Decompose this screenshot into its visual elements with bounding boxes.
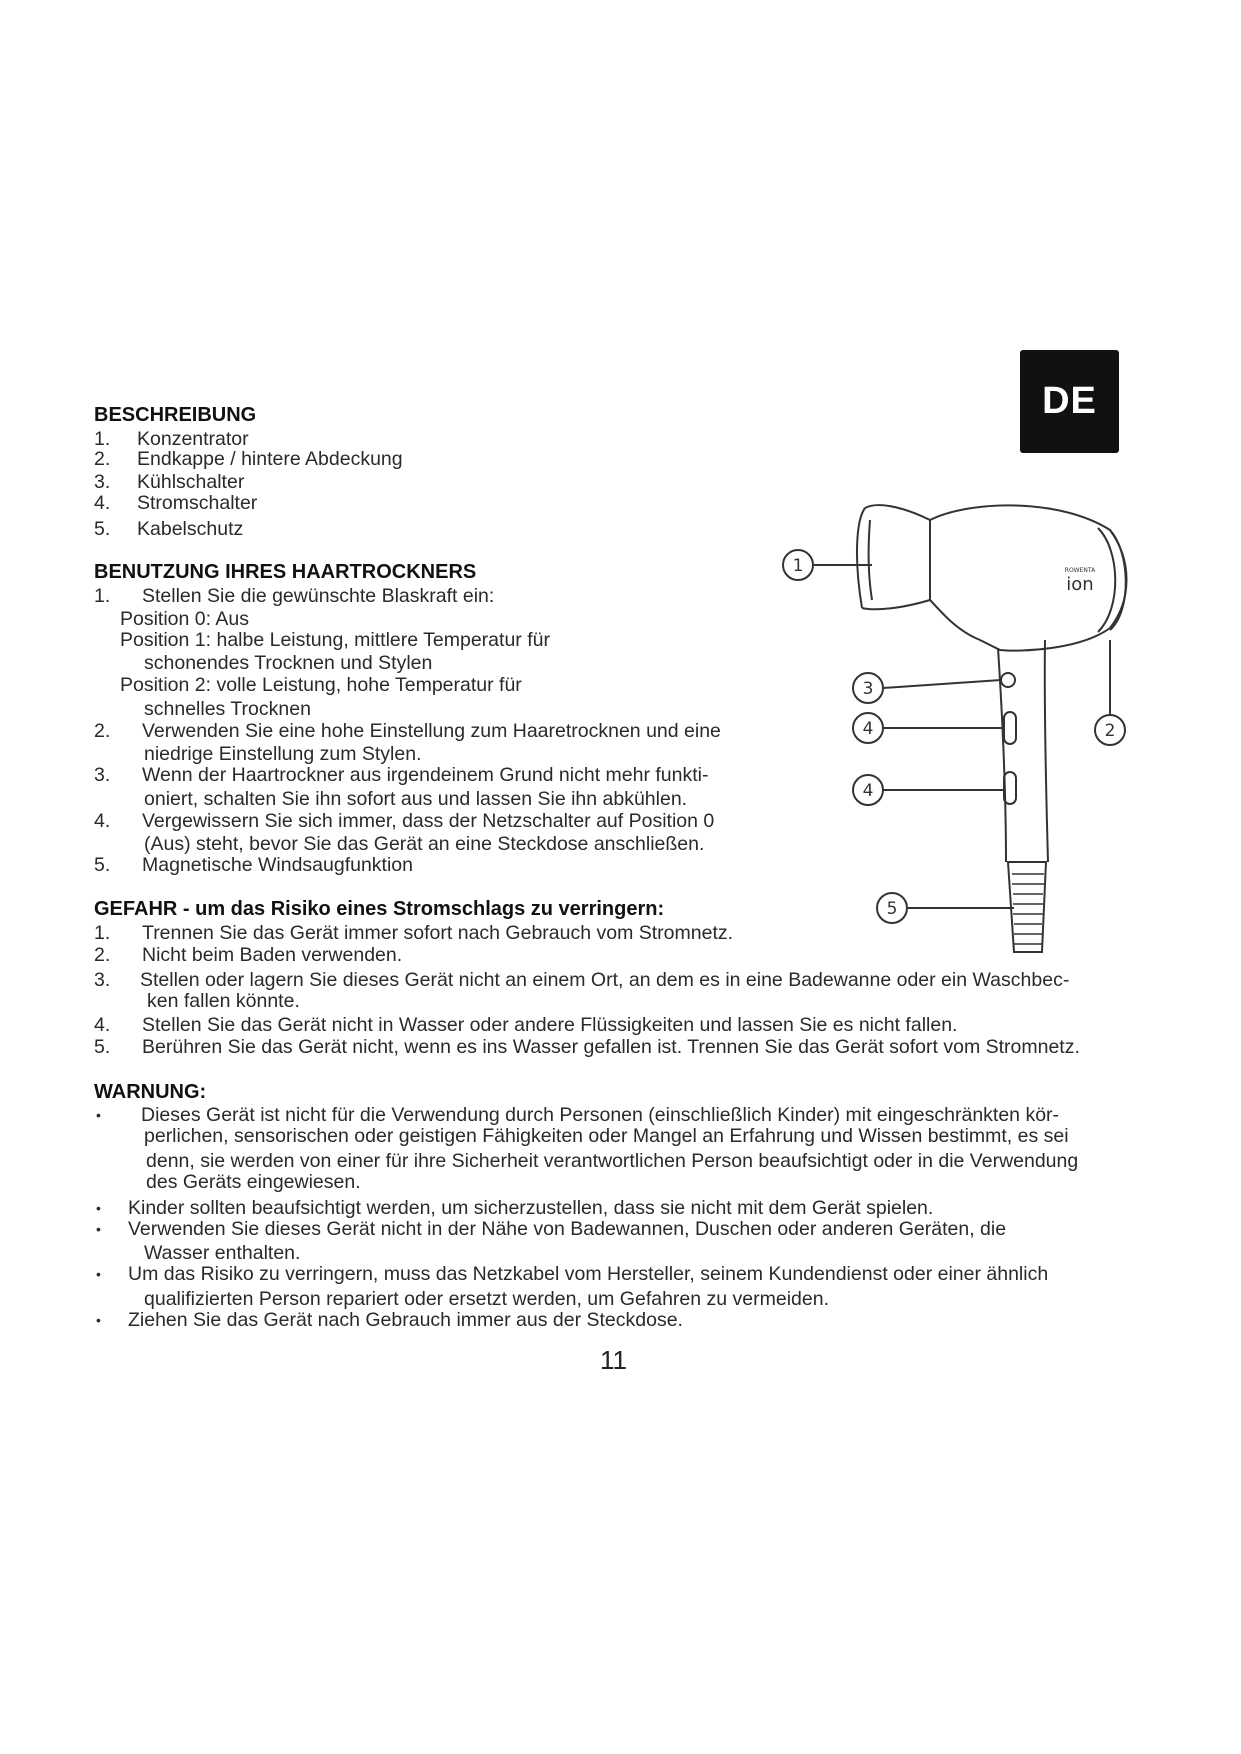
brand-logo-small: ROWENTA [1064,567,1096,574]
warning-item-continuation: denn, sie werden von einer für ihre Sicherheit verantwortlichen Person beaufsichtigt oder in die Verwendung [146,1150,1079,1172]
usage-item-continuation: oniert, schalten Sie ihn sofort aus und lassen Sie ihn abkühlen. [144,788,688,810]
usage-item: Vergewissern Sie sich immer, dass der Netzschalter auf Position 0 [142,810,715,832]
danger-item: Stellen oder lagern Sie dieses Gerät nicht an einem Ort, an dem es in eine Badewanne oder ein Waschbec- [140,969,1070,991]
warning-bullet: • [96,1200,101,1216]
description-item: Kabelschutz [137,518,244,540]
danger-item: Berühren Sie das Gerät nicht, wenn es ins Wasser gefallen ist. Trennen Sie das Gerät sofort vom Stromnetz. [142,1036,1080,1058]
usage-position-continuation: schonendes Trocknen und Stylen [144,652,433,674]
usage-item: Verwenden Sie eine hohe Einstellung zum Haaretrocknen und eine [142,720,721,742]
warning-item-continuation: qualifizierten Person repariert oder ersetzt werden, um Gefahren zu vermeiden. [144,1288,830,1310]
danger-item-number: 3. [94,969,111,991]
usage-item-number: 5. [94,854,111,876]
danger-item-number: 5. [94,1036,111,1058]
description-item-number: 2. [94,448,111,470]
description-item: Konzentrator [137,428,249,450]
danger-item: Nicht beim Baden verwenden. [142,944,403,966]
usage-position-continuation: schnelles Trocknen [144,698,311,720]
usage-item-continuation: niedrige Einstellung zum Stylen. [144,743,422,765]
callout-label: 3 [862,679,874,699]
danger-item-number: 2. [94,944,111,966]
warning-item-continuation: Wasser enthalten. [144,1242,301,1264]
page-number: 11 [600,1345,627,1375]
usage-item-number: 2. [94,720,111,742]
usage-item: Magnetische Windsaugfunktion [142,854,413,876]
usage-item: Wenn der Haartrockner aus irgendeinem Grund nicht mehr funkti- [142,764,709,786]
warning-bullet: • [96,1312,101,1328]
description-item: Stromschalter [137,492,258,514]
warning-bullet: • [96,1107,101,1123]
danger-item: Trennen Sie das Gerät immer sofort nach Gebrauch vom Stromnetz. [142,922,734,944]
description-heading: BESCHREIBUNG [94,404,257,426]
description-item-number: 5. [94,518,111,540]
danger-heading: GEFAHR - um das Risiko eines Stromschlags zu verringern: [94,898,665,920]
warning-item-continuation: des Geräts eingewiesen. [146,1171,361,1193]
description-item: Endkappe / hintere Abdeckung [137,448,403,470]
warning-item: Verwenden Sie dieses Gerät nicht in der Nähe von Badewannen, Duschen oder anderen Geräten, die [128,1218,1007,1240]
danger-item-number: 4. [94,1014,111,1036]
danger-item: Stellen Sie das Gerät nicht in Wasser oder andere Flüssigkeiten und lassen Sie es nicht fallen. [142,1014,958,1036]
warning-bullet: • [96,1221,101,1237]
usage-position: Position 2: volle Leistung, hohe Temperatur für [120,674,522,696]
warning-heading: WARNUNG: [94,1081,207,1103]
danger-item-continuation: ken fallen könnte. [147,990,300,1012]
usage-position: Position 1: halbe Leistung, mittlere Temperatur für [120,629,550,651]
danger-item-number: 1. [94,922,111,944]
description-item: Kühlschalter [137,471,245,493]
warning-item: Dieses Gerät ist nicht für die Verwendung durch Personen (einschließlich Kinder) mit eingeschränkten kör- [141,1104,1060,1126]
warning-bullet: • [96,1266,101,1282]
description-item-number: 4. [94,492,111,514]
warning-item: Ziehen Sie das Gerät nach Gebrauch immer aus der Steckdose. [128,1309,683,1331]
callout-label: 4 [862,719,874,739]
callout-label: 4 [862,781,874,801]
brand-logo-large: ion [1066,574,1094,595]
callout-label: 2 [1104,721,1116,741]
description-item-number: 1. [94,428,111,450]
callout-label: 1 [792,556,804,576]
usage-position: Position 0: Aus [120,608,249,630]
warning-item: Um das Risiko zu verringern, muss das Netzkabel vom Hersteller, seinem Kundendienst oder einer ähnlich [128,1263,1049,1285]
callout-label: 5 [886,899,898,919]
hair-dryer-diagram [780,490,1140,970]
usage-item-continuation: (Aus) steht, bevor Sie das Gerät an eine Steckdose anschließen. [144,833,705,855]
warning-item: Kinder sollten beaufsichtigt werden, um sicherzustellen, dass sie nicht mit dem Gerät spielen. [128,1197,934,1219]
language-badge: DE [1020,350,1119,453]
usage-item-number: 1. [94,585,111,607]
description-item-number: 3. [94,471,111,493]
usage-item-number: 3. [94,764,111,786]
usage-item: Stellen Sie die gewünschte Blaskraft ein: [142,585,495,607]
usage-heading: BENUTZUNG IHRES HAARTROCKNERS [94,561,477,583]
usage-item-number: 4. [94,810,111,832]
warning-item-continuation: perlichen, sensorischen oder geistigen Fähigkeiten oder Mangel an Erfahrung und Wissen bestimmt, es sei [144,1125,1069,1147]
